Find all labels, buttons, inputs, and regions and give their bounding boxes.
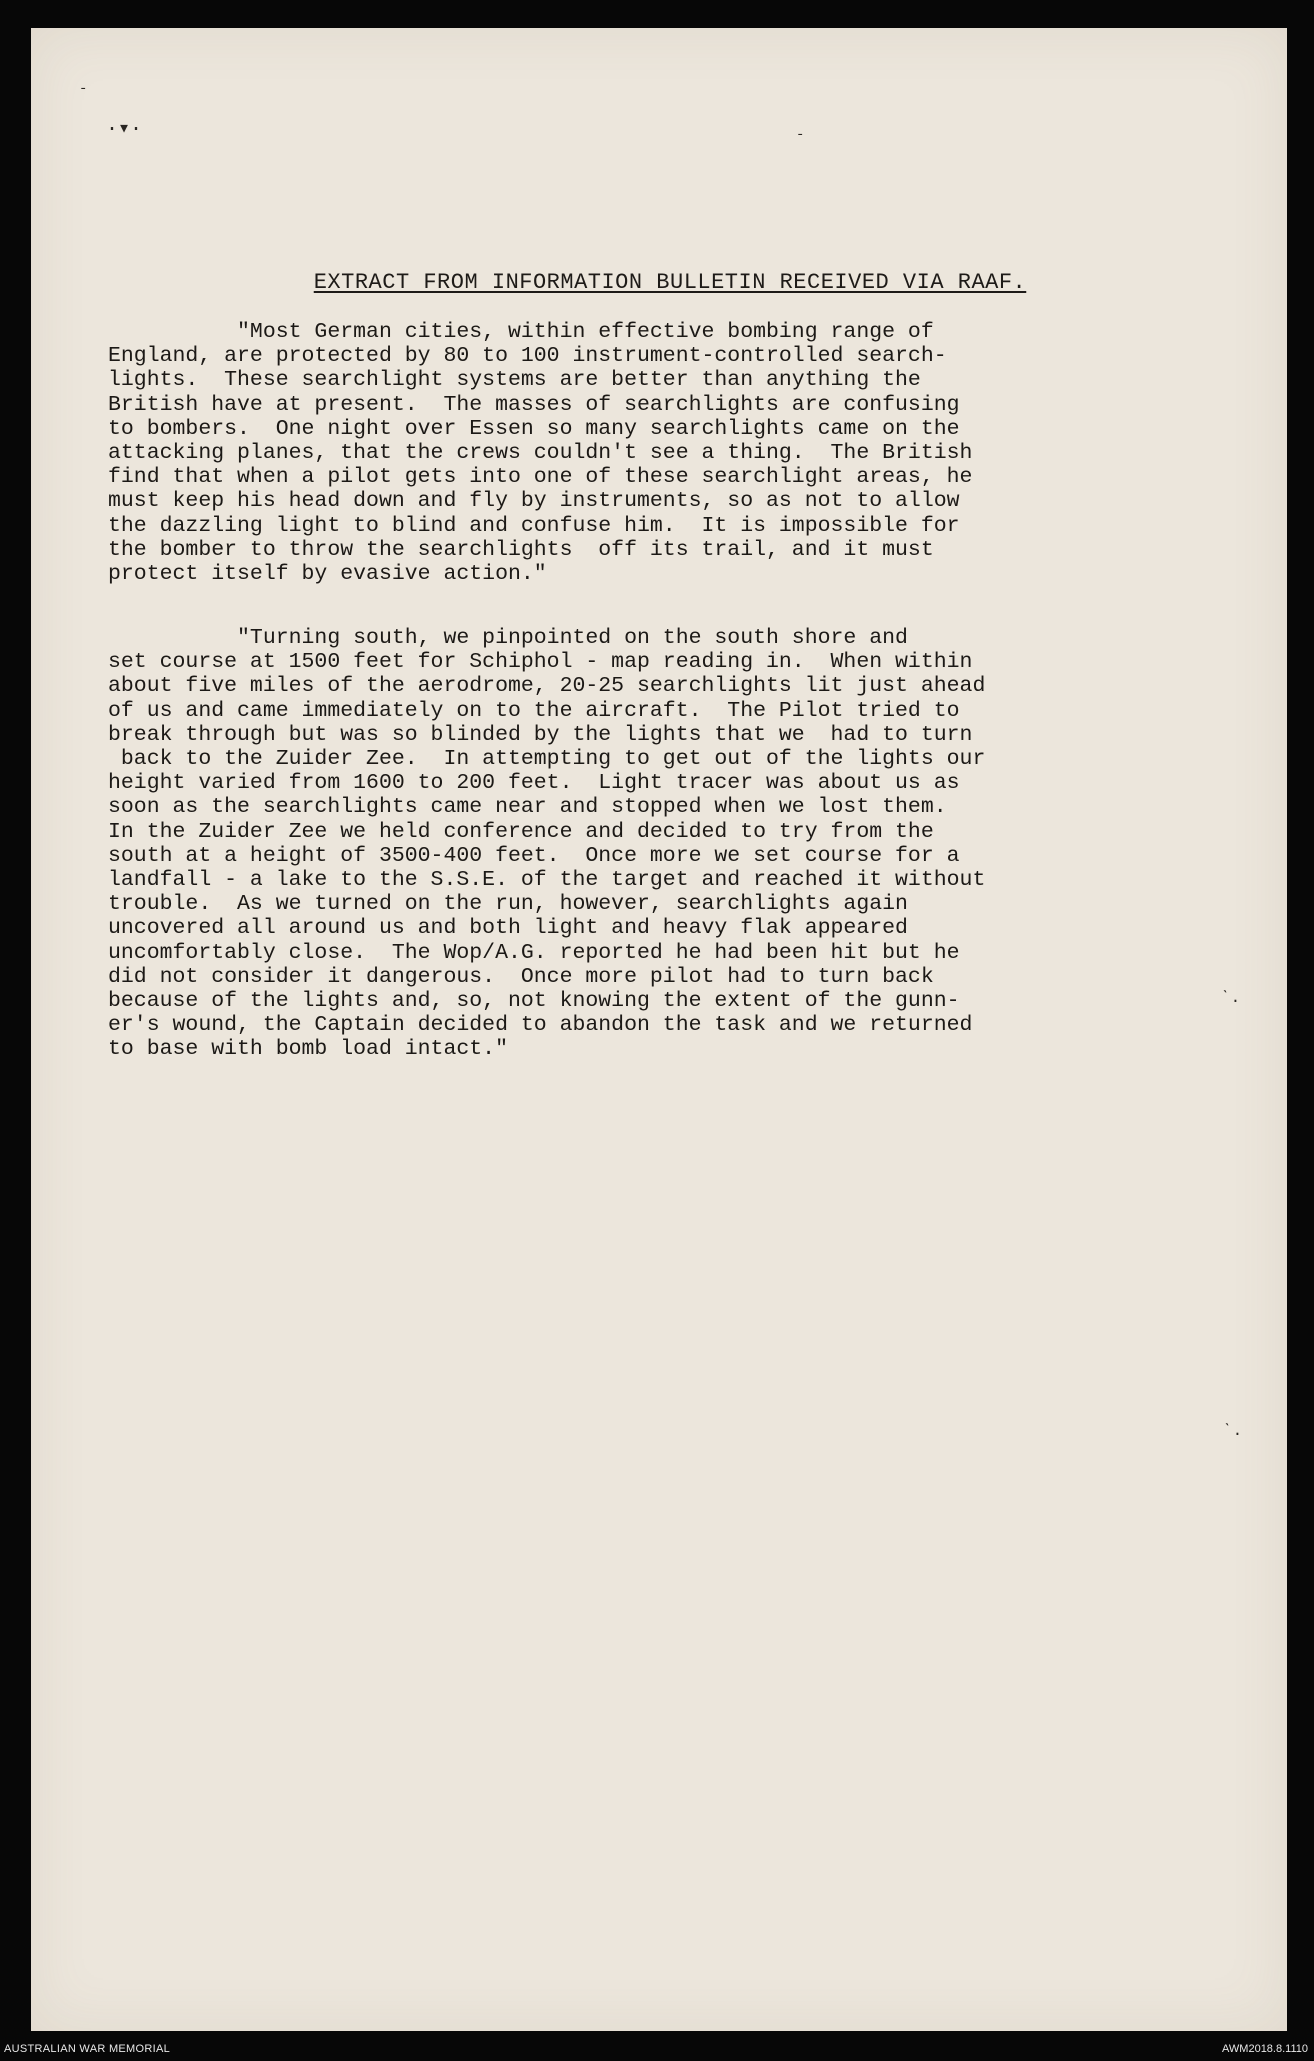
text-line: set course at 1500 feet for Schiphol - map reading in. When within [108, 650, 973, 675]
text-line: because of the lights and, so, not knowing the extent of the gunn- [108, 989, 960, 1014]
footer-credit: AUSTRALIAN WAR MEMORIAL [4, 2043, 171, 2055]
text-line: of us and came immediately on to the aircraft. The Pilot tried to [108, 698, 960, 723]
text-line: In the Zuider Zee we held conference and decided to try from the [108, 819, 934, 844]
text-line: find that when a pilot gets into one of these searchlight areas, he [108, 465, 973, 490]
text-line: soon as the searchlights came near and stopped when we lost them. [108, 795, 947, 820]
text-line: England, are protected by 80 to 100 instrument-controlled search- [108, 344, 947, 369]
text-line: er's wound, the Captain decided to abandon the task and we returned [108, 1013, 973, 1038]
text-line: break through but was so blinded by the lights that we had to turn [108, 722, 973, 747]
text-line: uncomfortably close. The Wop/A.G. reported he had been hit but he [108, 940, 960, 965]
text-line: back to the Zuider Zee. In attempting to get out of the lights our [108, 747, 986, 772]
text-line: the bomber to throw the searchlights off its trail, and it must [108, 537, 934, 562]
text-line: uncovered all around us and both light and heavy flak appeared [108, 916, 908, 941]
punch-mark: - [79, 81, 88, 97]
document-title: EXTRACT FROM INFORMATION BULLETIN RECEIVED VIA RAAF. [313, 270, 1027, 295]
punch-mark: ˋ. [1221, 989, 1241, 1007]
text-line: about five miles of the aerodrome, 20-25 searchlights lit just ahead [108, 674, 986, 699]
punch-mark: ˋ. [1223, 1422, 1243, 1440]
punch-mark: ·▾· [106, 118, 143, 141]
text-line: did not consider it dangerous. Once more pilot had to turn back [108, 964, 934, 989]
text-line: attacking planes, that the crews couldn't see a thing. The British [108, 441, 973, 466]
text-line: to bombers. One night over Essen so many searchlights came on the [108, 416, 960, 441]
text-line: "Turning south, we pinpointed on the south shore and [108, 626, 908, 650]
text-line: the dazzling light to blind and confuse him. It is impossible for [108, 513, 960, 538]
paragraph-2 [108, 626, 1178, 1062]
text-line: landfall - a lake to the S.S.E. of the target and reached it without [108, 868, 986, 893]
punch-mark: - [796, 127, 805, 143]
text-line: height varied from 1600 to 200 feet. Light tracer was about us as [108, 771, 960, 796]
text-line: must keep his head down and fly by instruments, so as not to allow [108, 489, 960, 514]
text-line: trouble. As we turned on the run, however, searchlights again [108, 892, 908, 917]
text-line: to base with bomb load intact." [108, 1037, 508, 1062]
text-line: lights. These searchlight systems are better than anything the [108, 368, 921, 393]
text-line: south at a height of 3500-400 feet. Once more we set course for a [108, 843, 960, 868]
text-line: protect itself by evasive action." [108, 562, 547, 587]
footer-accession-number: AWM2018.8.1110 [1221, 2043, 1308, 2055]
text-line: "Most German cities, within effective bombing range of [108, 320, 934, 344]
paragraph-1 [108, 320, 1178, 586]
text-line: British have at present. The masses of searchlights are confusing [108, 392, 960, 417]
